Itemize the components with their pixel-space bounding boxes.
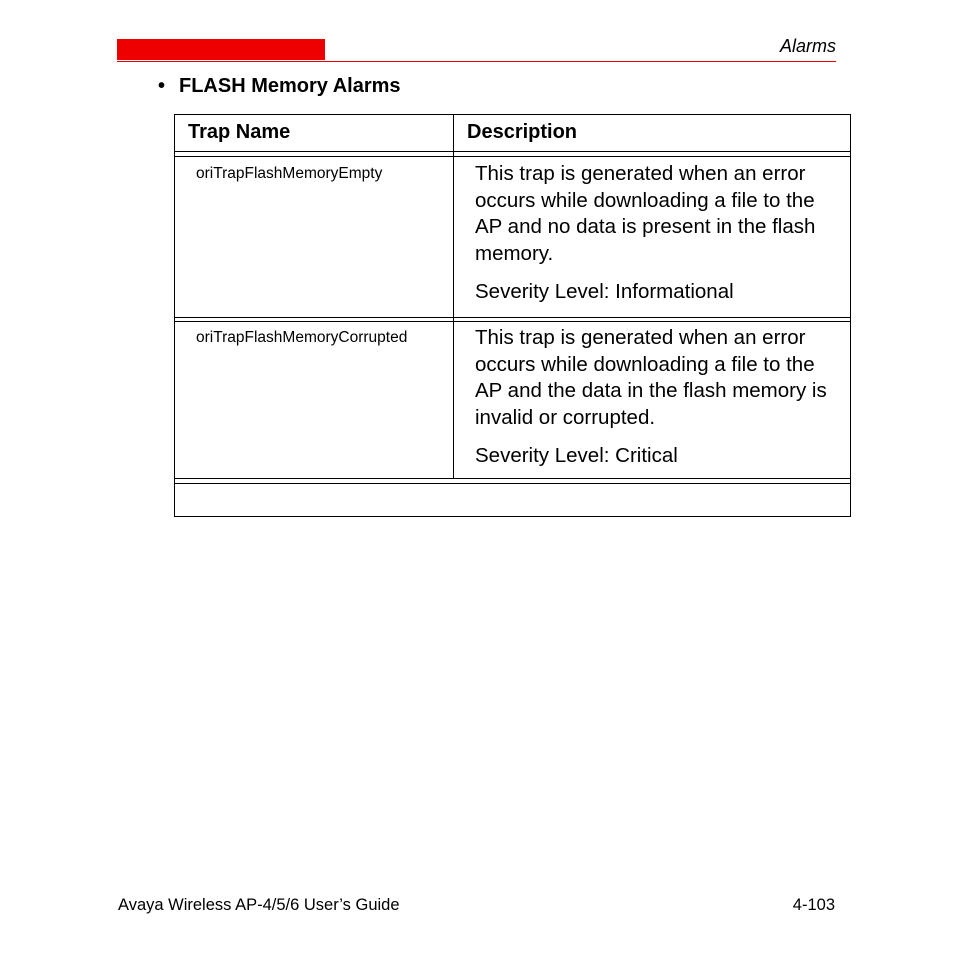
- header-accent-bar: [117, 39, 325, 60]
- trap-table: [174, 114, 851, 517]
- table-footer-rule-bottom: [175, 483, 850, 484]
- header-rule-bottom: [175, 156, 850, 157]
- column-header-trap-name: Trap Name: [188, 121, 291, 143]
- description-text: This trap is generated when an error occurs while downloading a file to the AP and no data is present in the flash memory.: [475, 162, 816, 265]
- column-divider: [453, 115, 454, 479]
- header-rule: [117, 61, 836, 62]
- footer-page-number: 4-103: [792, 896, 835, 914]
- severity-level: Severity Level: Informational: [475, 280, 734, 303]
- column-header-description: Description: [467, 121, 578, 143]
- row-divider-inner: [175, 321, 850, 322]
- table-footer-rule-top: [175, 478, 850, 479]
- section-heading-text: FLASH Memory Alarms: [179, 75, 401, 97]
- row-divider: [175, 317, 850, 318]
- description-text: This trap is generated when an error occurs while downloading a file to the AP and the data in the flash memory is invalid or corrupted.: [475, 326, 827, 429]
- header-rule-top: [175, 151, 850, 152]
- description-cell: [475, 325, 845, 470]
- bullet-icon: •: [158, 75, 166, 97]
- section-heading: [158, 75, 401, 98]
- trap-name-cell: oriTrapFlashMemoryCorrupted: [196, 329, 408, 346]
- severity-level: Severity Level: Critical: [475, 444, 678, 467]
- running-header-section-title: Alarms: [779, 36, 836, 56]
- footer-guide-title: Avaya Wireless AP-4/5/6 User’s Guide: [118, 896, 400, 914]
- description-cell: [475, 161, 845, 306]
- trap-name-cell: oriTrapFlashMemoryEmpty: [196, 165, 383, 182]
